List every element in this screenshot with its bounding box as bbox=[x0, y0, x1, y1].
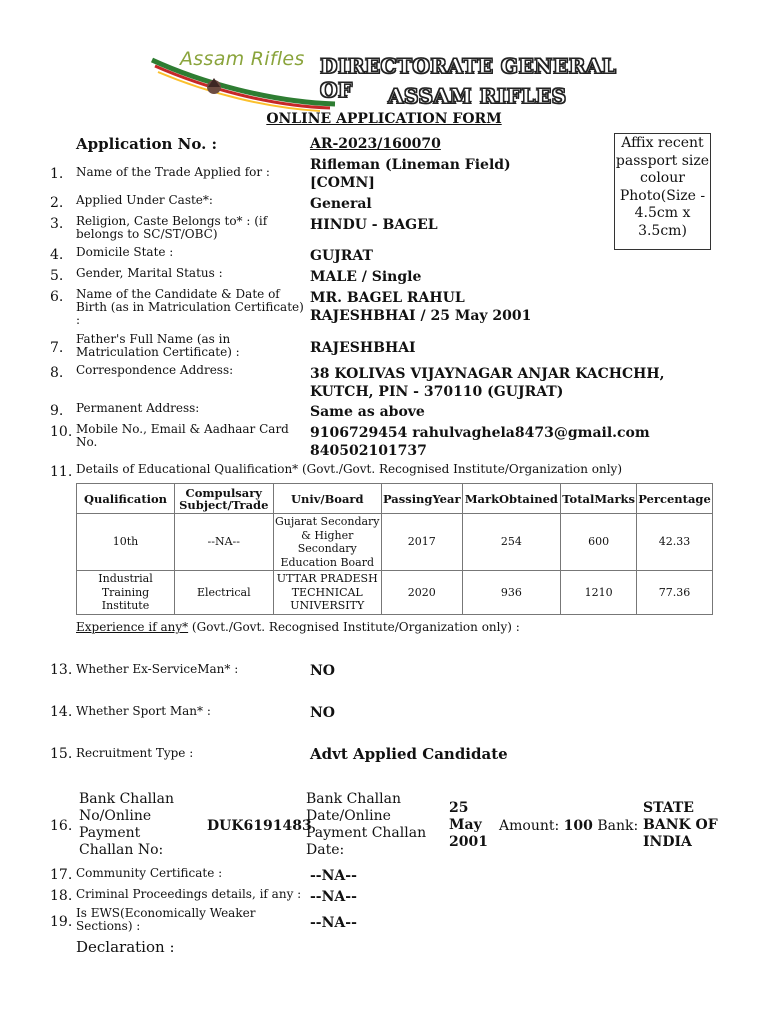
table-cell: 77.36 bbox=[637, 571, 713, 615]
field-number: 18. bbox=[50, 888, 73, 904]
col-passing-year: PassingYear bbox=[381, 484, 462, 514]
field-value: MALE / Single bbox=[310, 269, 422, 285]
field-number: 3. bbox=[50, 216, 64, 232]
col-marks-obtained: MarkObtained bbox=[462, 484, 561, 514]
field-value: Rifleman (Lineman Field) [COMN] bbox=[310, 157, 511, 191]
field-value: --NA-- bbox=[310, 868, 357, 884]
field-number: 19. bbox=[50, 914, 73, 930]
experience-label-underlined: Experience if any* bbox=[76, 620, 189, 634]
table-cell: Electrical bbox=[175, 571, 273, 615]
field-label: Community Certificate : bbox=[76, 866, 223, 880]
field-number: 10. bbox=[50, 424, 73, 440]
table-cell: 600 bbox=[561, 514, 637, 571]
header-logo bbox=[150, 42, 620, 112]
col-board: Univ/Board bbox=[273, 484, 381, 514]
table-cell: Industrial Training Institute bbox=[77, 571, 175, 615]
bank-name-value: STATE BANK OF INDIA bbox=[643, 800, 718, 850]
field-value: General bbox=[310, 196, 372, 212]
header-title-line1: DIRECTORATE GENERAL OF bbox=[320, 54, 617, 102]
field-number: 17. bbox=[50, 867, 73, 883]
challan-no-label: Bank Challan No/Online Payment Challan No: bbox=[79, 791, 174, 858]
table-row bbox=[77, 571, 713, 615]
amount-label: Amount: bbox=[499, 818, 560, 834]
table-cell: 42.33 bbox=[637, 514, 713, 571]
table-cell: 254 bbox=[462, 514, 561, 571]
field-label: Permanent Address: bbox=[76, 401, 200, 415]
col-total-marks: TotalMarks bbox=[561, 484, 637, 514]
field-label: Criminal Proceedings details, if any : bbox=[76, 887, 302, 901]
field-label: Whether Ex-ServiceMan* : bbox=[76, 662, 239, 676]
experience-label-rest: (Govt./Govt. Recognised Institute/Organization only) : bbox=[188, 620, 520, 634]
field-number: 11. bbox=[50, 464, 73, 480]
field-value: 9106729454 rahulvaghela8473@gmail.com 840502101737 bbox=[310, 425, 650, 459]
field-number: 6. bbox=[50, 289, 64, 305]
application-no-label: Application No. : bbox=[76, 135, 218, 153]
field-value: Same as above bbox=[310, 404, 425, 420]
field-number: 5. bbox=[50, 268, 64, 284]
field-number: 16. bbox=[50, 818, 73, 834]
application-no-value: AR-2023/160070 bbox=[310, 136, 441, 152]
field-value: MR. BAGEL RAHUL RAJESHBHAI / 25 May 2001 bbox=[310, 290, 532, 324]
field-value: RAJESHBHAI bbox=[310, 340, 416, 356]
education-header-row bbox=[77, 484, 713, 514]
table-row bbox=[77, 514, 713, 571]
challan-date-label: Bank Challan Date/Online Payment Challan Date: bbox=[306, 791, 427, 858]
field-label: Mobile No., Email & Aadhaar Card No. bbox=[76, 422, 289, 449]
field-number: 14. bbox=[50, 704, 73, 720]
col-percentage: Percentage bbox=[637, 484, 713, 514]
field-value: --NA-- bbox=[310, 915, 357, 931]
table-cell: --NA-- bbox=[175, 514, 273, 571]
field-label: Recruitment Type : bbox=[76, 746, 194, 760]
logo-text: Assam Rifles bbox=[180, 48, 305, 70]
education-table bbox=[76, 483, 713, 615]
photo-box: Affix recent passport size colour Photo(Size - 4.5cm x 3.5cm) bbox=[614, 133, 711, 250]
field-label: Whether Sport Man* : bbox=[76, 704, 211, 718]
field-number: 9. bbox=[50, 403, 64, 419]
field-label: Name of the Trade Applied for : bbox=[76, 165, 270, 179]
field-label: Details of Educational Qualification* (Govt./Govt. Recognised Institute/Organization only) bbox=[76, 462, 623, 476]
table-cell: 936 bbox=[462, 571, 561, 615]
table-cell: 1210 bbox=[561, 571, 637, 615]
form-title: ONLINE APPLICATION FORM bbox=[266, 111, 502, 127]
field-label: Applied Under Caste*: bbox=[76, 193, 213, 207]
challan-date-value: 25 May 2001 bbox=[449, 800, 488, 850]
field-value: Advt Applied Candidate bbox=[310, 745, 508, 763]
field-label: Name of the Candidate & Date of Birth (as in Matriculation Certificate) : bbox=[76, 287, 304, 327]
col-subject: Compulsary Subject/Trade bbox=[175, 484, 273, 514]
amount-value: 100 bbox=[563, 818, 593, 834]
field-label: Gender, Marital Status : bbox=[76, 266, 223, 280]
field-label: Father's Full Name (as in Matriculation Certificate) : bbox=[76, 332, 240, 359]
col-qualification: Qualification bbox=[77, 484, 175, 514]
field-number: 4. bbox=[50, 247, 64, 263]
field-value: 38 KOLIVAS VIJAYNAGAR ANJAR KACHCHH, KUTCH, PIN - 370110 (GUJRAT) bbox=[310, 366, 665, 400]
challan-no-value: DUK6191483 bbox=[207, 818, 312, 834]
field-value: --NA-- bbox=[310, 889, 357, 905]
table-cell: 10th bbox=[77, 514, 175, 571]
field-label: Correspondence Address: bbox=[76, 363, 234, 377]
experience-label bbox=[76, 621, 520, 634]
field-number: 1. bbox=[50, 166, 64, 182]
field-number: 7. bbox=[50, 340, 64, 356]
field-number: 15. bbox=[50, 746, 73, 762]
field-value: NO bbox=[310, 705, 335, 721]
field-number: 2. bbox=[50, 195, 64, 211]
field-value: NO bbox=[310, 663, 335, 679]
bank-label: Bank: bbox=[597, 818, 639, 834]
field-label: Is EWS(Economically Weaker Sections) : bbox=[76, 906, 256, 933]
field-label: Religion, Caste Belongs to* : (if belongs to SC/ST/OBC) bbox=[76, 214, 268, 241]
field-number: 13. bbox=[50, 662, 73, 678]
field-value: HINDU - BAGEL bbox=[310, 217, 438, 233]
table-cell: Gujarat Secondary & Higher Secondary Education Board bbox=[274, 515, 380, 569]
table-cell: UTTAR PRADESH TECHNICAL UNIVERSITY bbox=[273, 571, 381, 615]
table-cell: 2020 bbox=[381, 571, 462, 615]
field-value: GUJRAT bbox=[310, 248, 373, 264]
header-title-line2: ASSAM RIFLES bbox=[388, 84, 567, 108]
amount-field bbox=[499, 818, 638, 835]
table-cell: 2017 bbox=[381, 514, 462, 571]
field-label: Domicile State : bbox=[76, 245, 174, 259]
declaration-heading: Declaration : bbox=[76, 938, 175, 956]
field-number: 8. bbox=[50, 365, 64, 381]
